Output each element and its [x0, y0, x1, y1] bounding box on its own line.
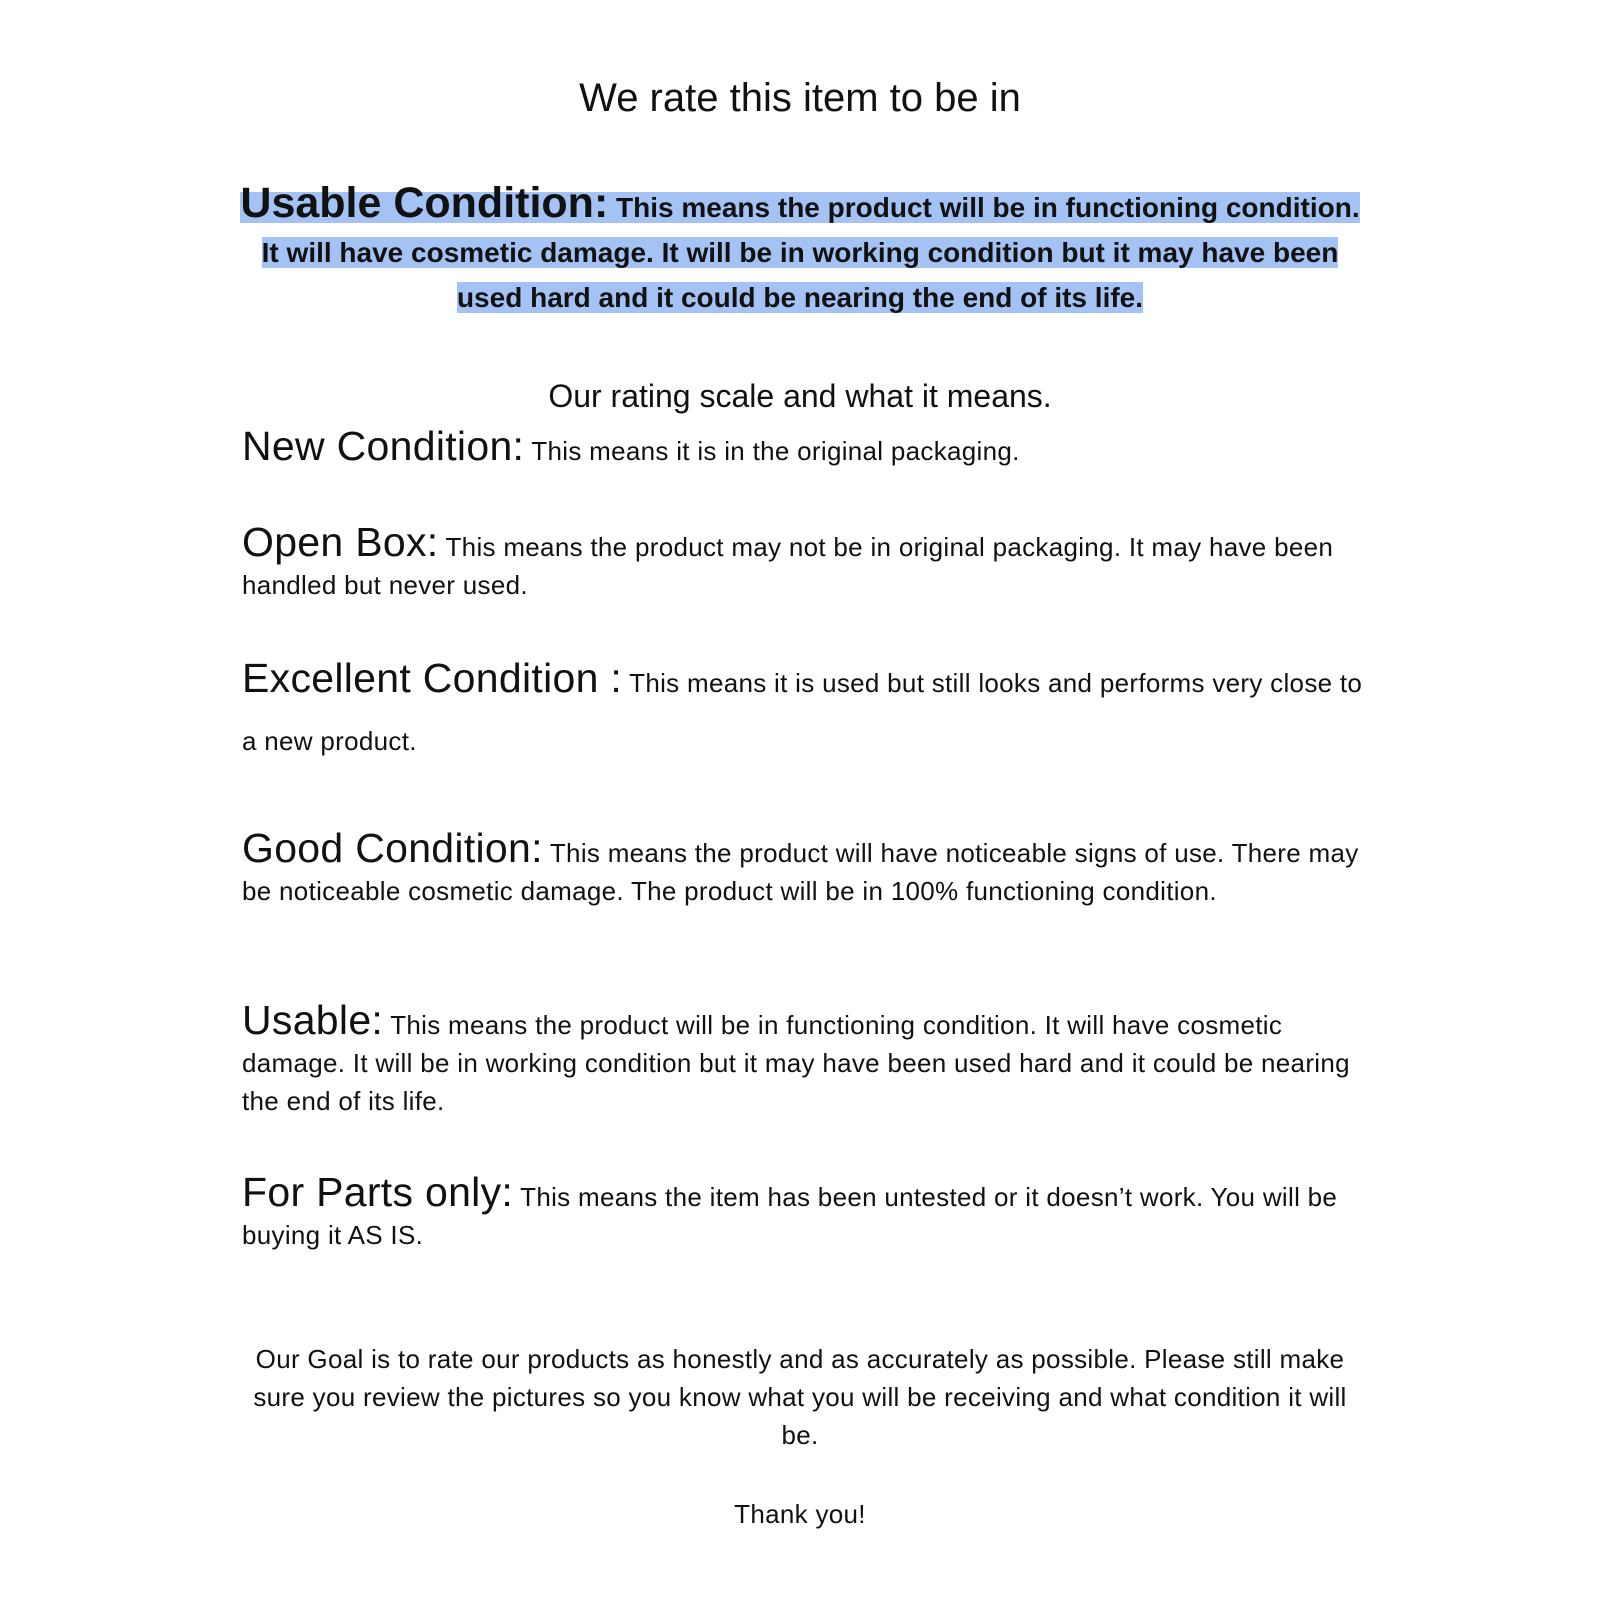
current-rating-description: This means the product will be in functioning condition. It will have cosmetic damage. It will be in working condition but it may have been used hard and it could be nearing the end of its life.: [261, 192, 1360, 313]
scale-term: Good Condition:: [242, 825, 543, 871]
scale-term: New Condition:: [242, 423, 525, 469]
scale-description: This means it is in the original packaging.: [531, 436, 1020, 466]
scale-description: This means the product will have noticeable signs of use. There may be noticeable cosmetic damage. The product will be in 100% functioning condition.: [242, 838, 1359, 906]
scale-entry-good: [242, 826, 1372, 910]
thank-you: Thank you!: [734, 1499, 866, 1529]
scale-entry-for-parts: [242, 1170, 1372, 1254]
scale-term: Excellent Condition :: [242, 655, 623, 701]
scale-entry-usable: [242, 998, 1372, 1120]
scale-description: This means it is used but still looks and performs very close to a new product.: [242, 668, 1363, 756]
scale-entry-new: [242, 424, 1372, 470]
scale-description: This means the product may not be in original packaging. It may have been handled but never used.: [242, 532, 1334, 600]
current-rating-highlight: [240, 179, 1360, 313]
scale-entry-excellent: [242, 654, 1372, 770]
page-title: We rate this item to be in: [579, 76, 1021, 120]
current-rating: [230, 179, 1370, 323]
scale-description: This means the item has been untested or it doesn’t work. You will be buying it AS IS.: [242, 1182, 1338, 1250]
current-rating-term: Usable Condition:: [240, 179, 609, 227]
goal-statement: Our Goal is to rate our products as honestly and as accurately as possible. Please still make sure you review the pictures so you know what you will be receiving and what condition it will be.: [253, 1344, 1347, 1450]
scale-description: This means the product will be in functioning condition. It will have cosmetic damage. It will be in working condition but it may have been used hard and it could be nearing the end of its life.: [242, 1010, 1350, 1116]
scale-term: Usable:: [242, 997, 384, 1043]
scale-entry-open-box: [242, 520, 1372, 604]
scale-term: Open Box:: [242, 519, 439, 565]
scale-term: For Parts only:: [242, 1169, 514, 1215]
scale-title: Our rating scale and what it means.: [548, 378, 1052, 414]
